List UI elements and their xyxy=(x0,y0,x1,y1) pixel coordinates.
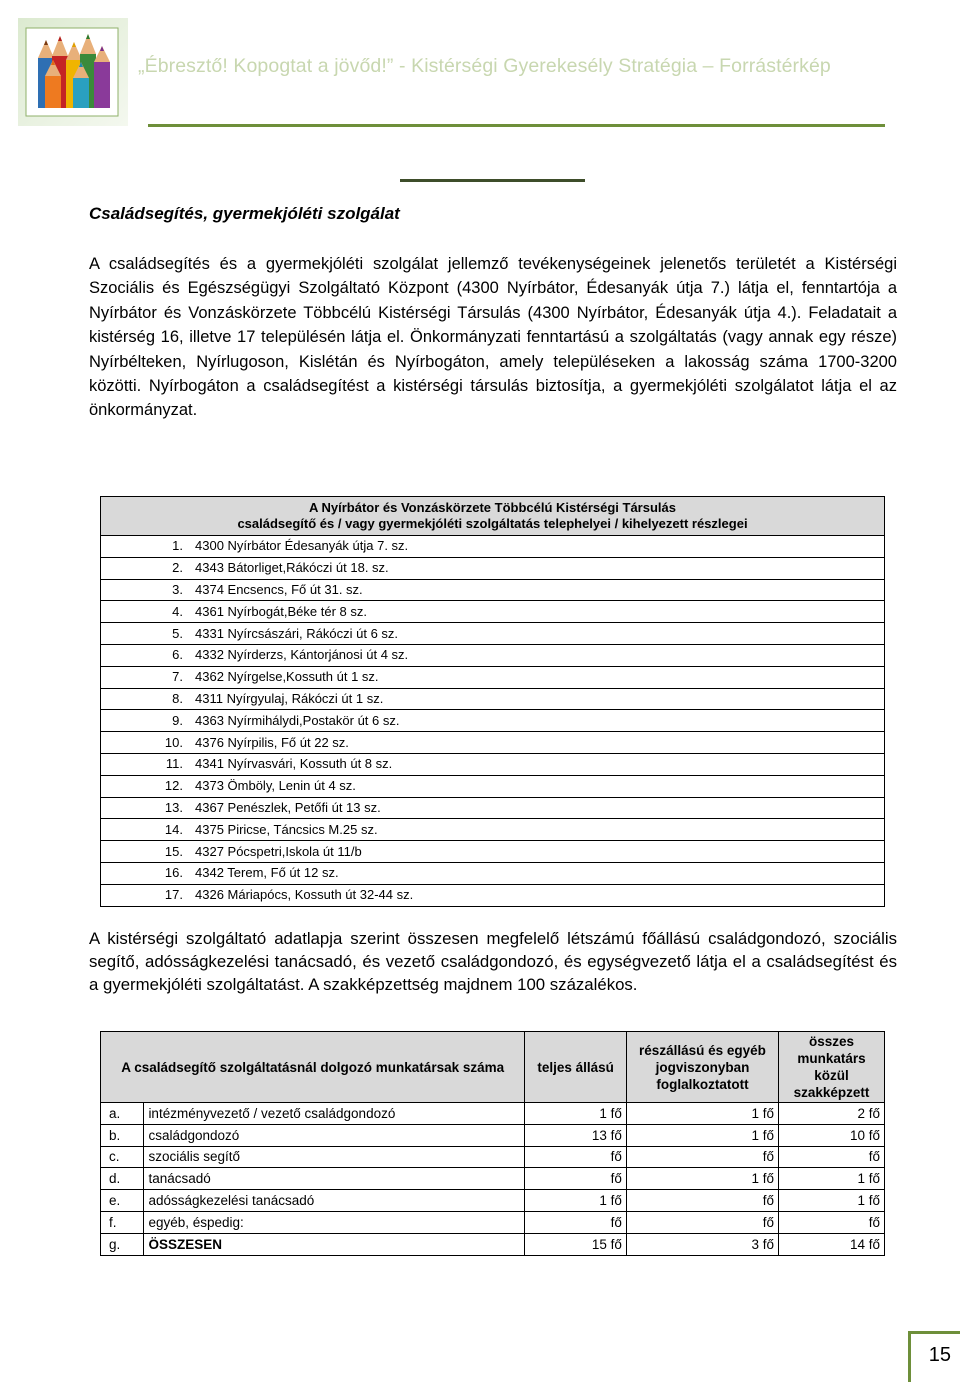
site-address: 4367 Penészlek, Petőfi út 13 sz. xyxy=(191,797,885,819)
staff-row-role: intézményvezető / vezető családgondozó xyxy=(144,1103,525,1125)
staff-row-role: ÖSSZESEN xyxy=(144,1233,525,1255)
staff-row-qualified: fő xyxy=(779,1211,885,1233)
staff-table-row xyxy=(101,1190,885,1212)
site-address: 4311 Nyírgyulaj, Rákóczi út 1 sz. xyxy=(191,688,885,710)
site-number: 16. xyxy=(101,862,192,884)
site-address: 4326 Máriapócs, Kossuth út 32-44 sz. xyxy=(191,884,885,906)
staff-table-row xyxy=(101,1233,885,1255)
colored-pencils-logo-icon xyxy=(18,18,128,126)
sites-table-row xyxy=(101,579,885,601)
section-divider xyxy=(400,179,585,182)
site-number: 2. xyxy=(101,557,192,579)
staff-row-fulltime: fő xyxy=(525,1211,627,1233)
sites-table-subtitle: családsegítő és / vagy gyermekjóléti szolgáltatás telephelyei / kihelyezett részlegei xyxy=(237,516,748,531)
site-number: 1. xyxy=(101,536,192,558)
site-address: 4300 Nyírbátor Édesanyák útja 7. sz. xyxy=(191,536,885,558)
site-address: 4374 Encsencs, Fő út 31. sz. xyxy=(191,579,885,601)
staff-row-fulltime: fő xyxy=(525,1146,627,1168)
header-divider xyxy=(148,124,885,127)
site-address: 4362 Nyírgelse,Kossuth út 1 sz. xyxy=(191,666,885,688)
sites-table-row xyxy=(101,862,885,884)
staff-row-parttime: 1 fő xyxy=(626,1124,778,1146)
sites-table-row xyxy=(101,688,885,710)
staff-row-letter: d. xyxy=(101,1168,144,1190)
intro-paragraph: A családsegítés és a gyermekjóléti szolgálat jellemző tevékenységeinek jelenetős területét a Kistérségi Szociális és Egészségügyi Szolgáltató Központ (4300 Nyírbátor, Édesanyák útja 7.) látja el, fenntartója a Nyírbátor és Vonzáskörzete Többcélú Kistérségi Társulás (4300 Nyírbátor, Édesanyák útja 4.). Feladatait a kistérség 16, illetve 17 településén látja el. Önkormányzati fenntartású a szolgáltatás (vagy annak egy része) Nyírbélteken, Nyírlugoson, Kislétán és Nyírbogáton, amely településeken a lakosság száma 1700-3200 közötti. Nyírbogáton a családsegítést a kistérségi társulás biztosítja, a gyermekjóléti szolgálatot látja el az önkormányzat. xyxy=(89,255,897,420)
site-number: 3. xyxy=(101,579,192,601)
staff-row-letter: a. xyxy=(101,1103,144,1125)
staff-row-parttime: 1 fő xyxy=(626,1103,778,1125)
page-number: 15 xyxy=(928,1344,951,1366)
sites-table-row xyxy=(101,732,885,754)
section-title: Családsegítés, gyermekjóléti szolgálat xyxy=(89,204,400,223)
staff-table-row xyxy=(101,1211,885,1233)
sites-table xyxy=(100,496,885,907)
staff-row-fulltime: 1 fő xyxy=(525,1103,627,1125)
staff-row-letter: g. xyxy=(101,1233,144,1255)
staff-row-qualified: fő xyxy=(779,1146,885,1168)
site-address: 4373 Ömböly, Lenin út 4 sz. xyxy=(191,775,885,797)
site-number: 8. xyxy=(101,688,192,710)
sites-table-row xyxy=(101,644,885,666)
sites-table-row xyxy=(101,775,885,797)
staff-row-qualified: 14 fő xyxy=(779,1233,885,1255)
sites-table-row xyxy=(101,557,885,579)
site-number: 5. xyxy=(101,623,192,645)
staff-row-parttime: fő xyxy=(626,1190,778,1212)
staff-row-letter: c. xyxy=(101,1146,144,1168)
staff-row-qualified: 2 fő xyxy=(779,1103,885,1125)
staff-row-role: egyéb, éspedig: xyxy=(144,1211,525,1233)
site-number: 12. xyxy=(101,775,192,797)
staff-row-fulltime: 13 fő xyxy=(525,1124,627,1146)
site-address: 4361 Nyírbogát,Béke tér 8 sz. xyxy=(191,601,885,623)
sites-table-row xyxy=(101,666,885,688)
staff-row-role: adósságkezelési tanácsadó xyxy=(144,1190,525,1212)
sites-table-title: A Nyírbátor és Vonzáskörzete Többcélú Kistérségi Társulás xyxy=(308,500,676,515)
site-number: 9. xyxy=(101,710,192,732)
site-address: 4332 Nyírderzs, Kántorjánosi út 4 sz. xyxy=(191,644,885,666)
site-number: 17. xyxy=(101,884,192,906)
site-number: 7. xyxy=(101,666,192,688)
site-address: 4327 Pócspetri,Iskola út 11/b xyxy=(191,841,885,863)
staff-header-role: A családsegítő szolgáltatásnál dolgozó munkatársak száma xyxy=(101,1032,525,1103)
site-number: 13. xyxy=(101,797,192,819)
sites-table-row xyxy=(101,753,885,775)
site-address: 4363 Nyírmihálydi,Postakör út 6 sz. xyxy=(191,710,885,732)
site-address: 4341 Nyírvasvári, Kossuth út 8 sz. xyxy=(191,753,885,775)
sites-table-row xyxy=(101,710,885,732)
page-number-box xyxy=(908,1331,960,1382)
site-address: 4376 Nyírpilis, Fő út 22 sz. xyxy=(191,732,885,754)
site-address: 4331 Nyírcsászári, Rákóczi út 6 sz. xyxy=(191,623,885,645)
staff-header-parttime: részállású és egyéb jogviszonyban foglalkoztatott xyxy=(626,1032,778,1103)
site-number: 11. xyxy=(101,753,192,775)
staff-row-role: tanácsadó xyxy=(144,1168,525,1190)
staffing-paragraph: A kistérségi szolgáltató adatlapja szerint összesen megfelelő létszámú főállású családgondozó, szociális segítő, adósságkezelési tanácsadó, és vezető családgondozó, és egységvezető látja el a családsegítést és a gyermekjóléti szolgáltatást. A szakképzettség majdnem 100 százalékos. xyxy=(89,929,897,994)
staff-row-qualified: 1 fő xyxy=(779,1190,885,1212)
site-number: 10. xyxy=(101,732,192,754)
staff-table-row xyxy=(101,1103,885,1125)
site-address: 4343 Bátorliget,Rákóczi út 18. sz. xyxy=(191,557,885,579)
staff-row-fulltime: 15 fő xyxy=(525,1233,627,1255)
site-number: 4. xyxy=(101,601,192,623)
staff-row-parttime: 1 fő xyxy=(626,1168,778,1190)
staff-row-role: szociális segítő xyxy=(144,1146,525,1168)
sites-table-row xyxy=(101,623,885,645)
staff-row-letter: b. xyxy=(101,1124,144,1146)
staff-row-qualified: 1 fő xyxy=(779,1168,885,1190)
staff-row-letter: f. xyxy=(101,1211,144,1233)
staff-row-role: családgondozó xyxy=(144,1124,525,1146)
site-address: 4375 Piricse, Táncsics M.25 sz. xyxy=(191,819,885,841)
site-number: 15. xyxy=(101,841,192,863)
header-title: „Ébresztő! Kopogtat a jövőd!” - Kistérségi Gyerekesély Stratégia – Forrástérkép xyxy=(138,55,831,77)
site-number: 6. xyxy=(101,644,192,666)
staff-row-fulltime: 1 fő xyxy=(525,1190,627,1212)
staff-row-letter: e. xyxy=(101,1190,144,1212)
sites-table-row xyxy=(101,819,885,841)
staff-row-parttime: fő xyxy=(626,1146,778,1168)
staff-row-parttime: fő xyxy=(626,1211,778,1233)
staff-header-qualified: összes munkatárs közül szakképzett xyxy=(779,1032,885,1103)
sites-table-header-cell xyxy=(101,497,885,536)
sites-table-row xyxy=(101,601,885,623)
staff-table-header xyxy=(101,1032,885,1103)
sites-table-header xyxy=(101,497,885,536)
sites-table-row xyxy=(101,841,885,863)
sites-table-row xyxy=(101,536,885,558)
staff-row-qualified: 10 fő xyxy=(779,1124,885,1146)
sites-table-row xyxy=(101,797,885,819)
site-address: 4342 Terem, Fő út 12 sz. xyxy=(191,862,885,884)
staff-header-fulltime: teljes állású xyxy=(525,1032,627,1103)
staff-row-parttime: 3 fő xyxy=(626,1233,778,1255)
staff-table-row xyxy=(101,1168,885,1190)
staff-table-row xyxy=(101,1146,885,1168)
sites-table-row xyxy=(101,884,885,906)
staff-row-fulltime: fő xyxy=(525,1168,627,1190)
staff-table-row xyxy=(101,1124,885,1146)
site-number: 14. xyxy=(101,819,192,841)
staff-table xyxy=(100,1031,885,1256)
